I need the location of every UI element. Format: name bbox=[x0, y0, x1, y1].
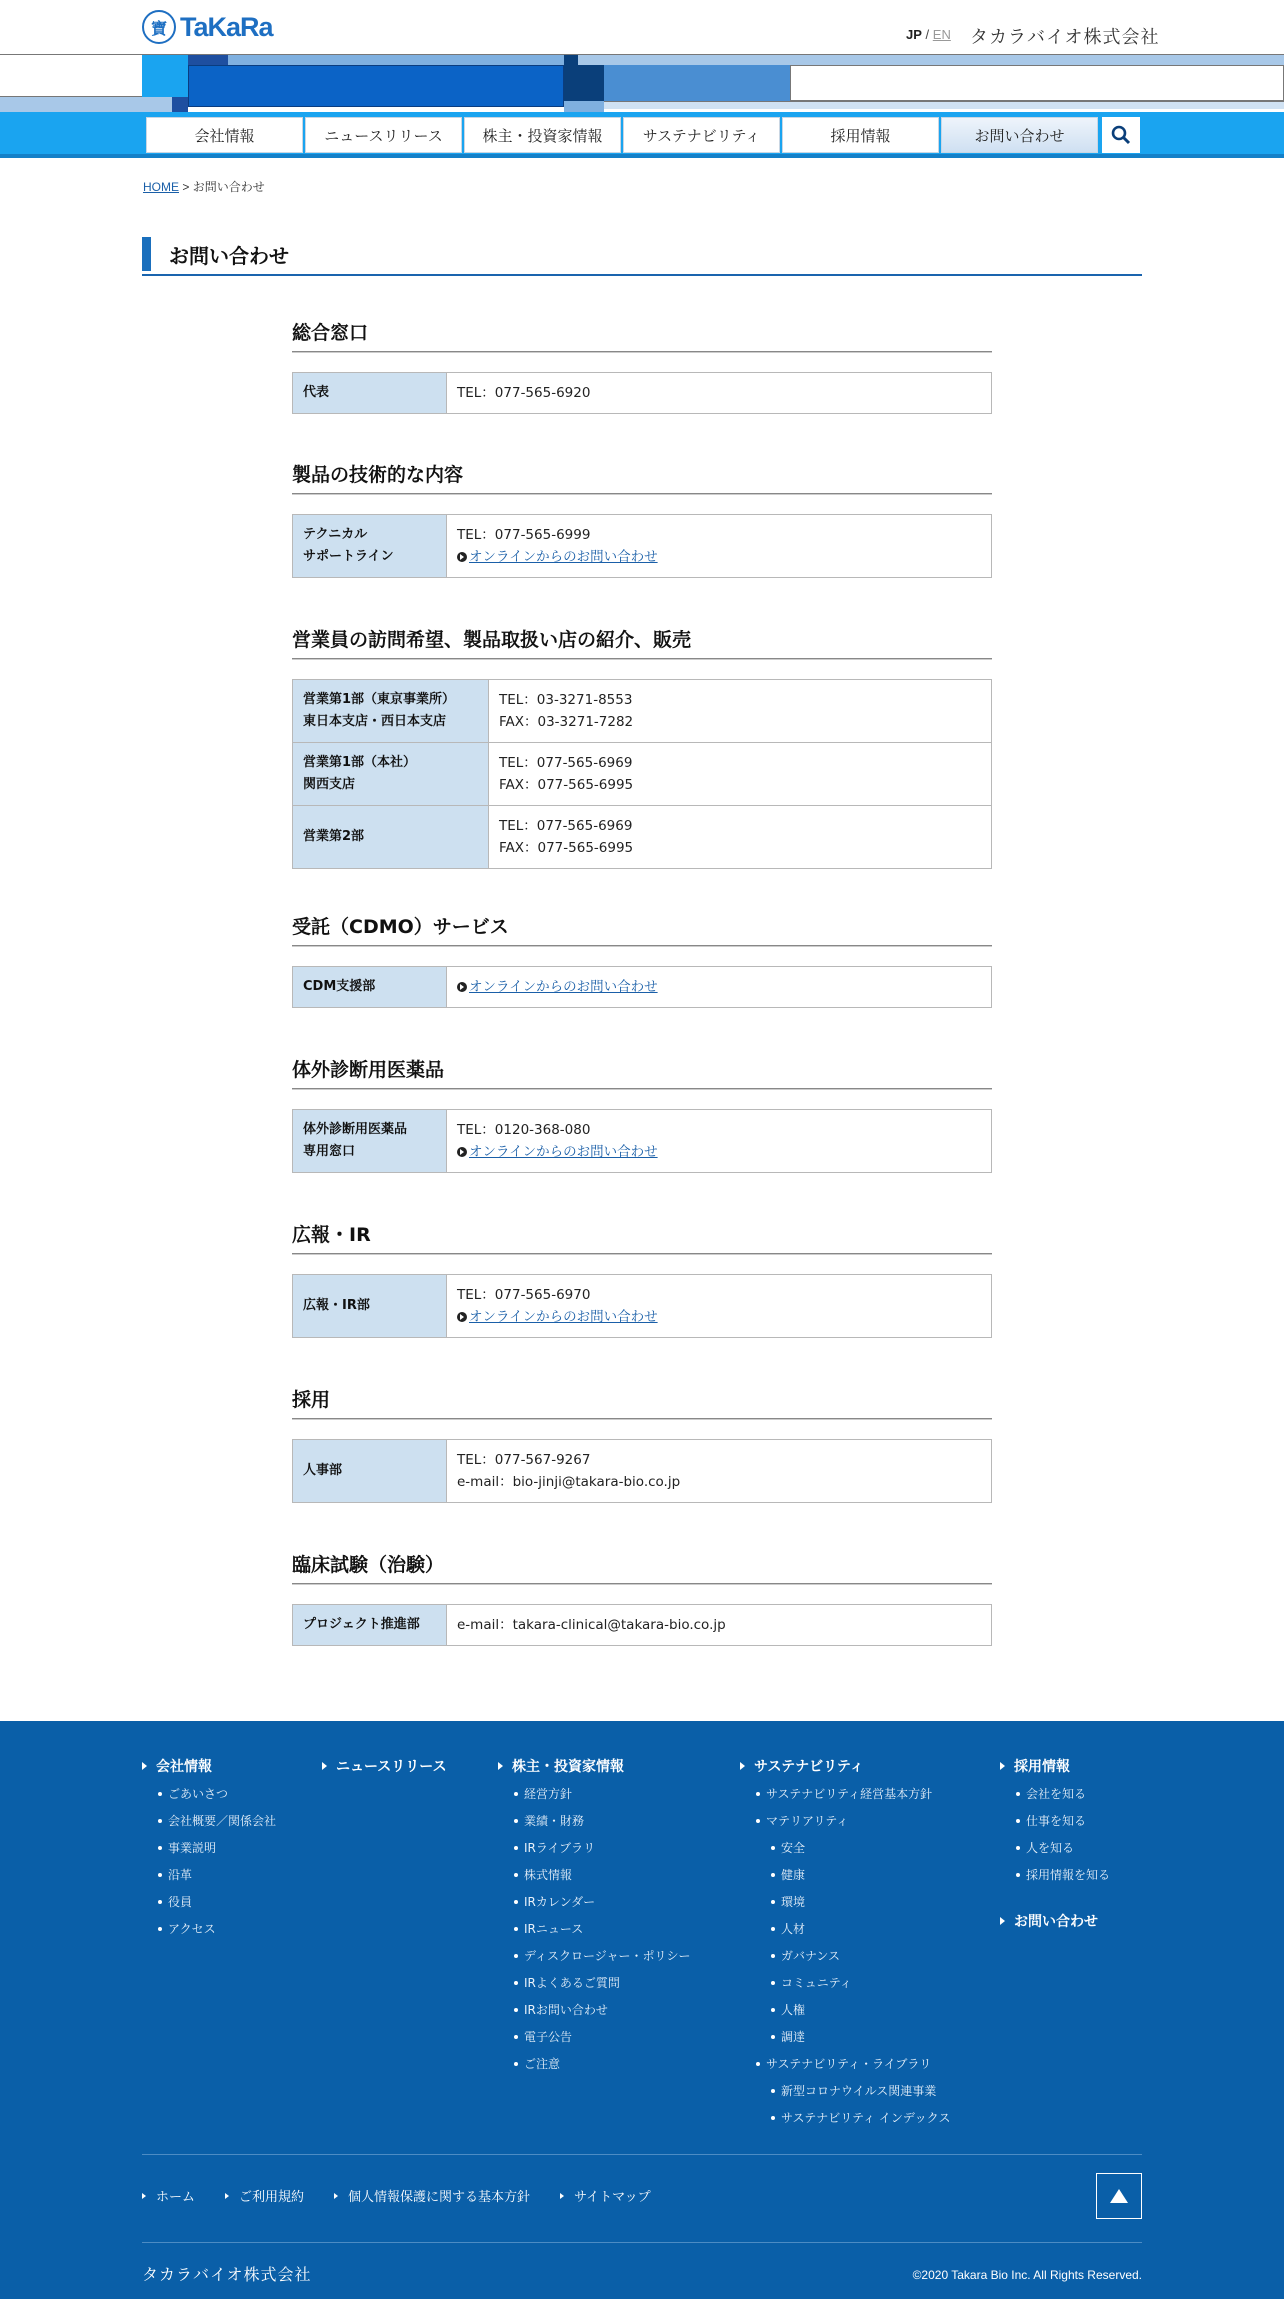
arrow-up-icon bbox=[1110, 2189, 1128, 2203]
bullet-icon bbox=[756, 1792, 760, 1796]
row-value bbox=[447, 373, 992, 414]
row-label-line: CDM支援部 bbox=[303, 979, 376, 994]
row-label bbox=[293, 515, 447, 578]
footer-link-label: 株式情報 bbox=[524, 1868, 573, 1882]
bullet-icon bbox=[158, 1846, 162, 1850]
footer-link[interactable] bbox=[498, 1807, 691, 1834]
circle-arrow-icon bbox=[457, 552, 467, 562]
page-title bbox=[142, 234, 1142, 276]
footer-link-label: IRニュース bbox=[524, 1922, 584, 1936]
row-label-line: 関西支店 bbox=[303, 777, 356, 792]
footer-heading-contact[interactable] bbox=[1000, 1911, 1110, 1931]
bullet-icon bbox=[1016, 1792, 1020, 1796]
bullet-icon bbox=[771, 1927, 775, 1931]
footer-link-label: ガバナンス bbox=[781, 1949, 841, 1963]
footer-heading-label: 採用情報 bbox=[1014, 1759, 1070, 1775]
section-heading: 総合窓口 bbox=[292, 318, 992, 352]
online-inquiry bbox=[457, 1306, 981, 1328]
row-value bbox=[447, 1110, 992, 1173]
row-label-line: 営業第1部（本社） bbox=[303, 755, 417, 770]
contact-table bbox=[292, 514, 992, 578]
contact-section bbox=[292, 318, 992, 414]
bullet-icon bbox=[756, 2062, 760, 2066]
footer-bottom-link[interactable] bbox=[560, 2186, 651, 2205]
contact-section bbox=[292, 1385, 992, 1503]
table-row bbox=[293, 515, 992, 578]
circle-arrow-icon bbox=[457, 1312, 467, 1322]
online-inquiry-link[interactable]: オンラインからのお問い合わせ bbox=[469, 979, 658, 995]
footer-link-label: 事業説明 bbox=[168, 1841, 217, 1855]
footer-link[interactable] bbox=[740, 1969, 951, 1996]
footer-link-label: ごあいさつ bbox=[168, 1787, 229, 1801]
footer-link-label: アクセス bbox=[168, 1922, 216, 1936]
row-label-line: 東日本支店・西日本支店 bbox=[303, 714, 447, 729]
table-row bbox=[293, 1605, 992, 1646]
footer-link-label: ご注意 bbox=[524, 2057, 561, 2071]
footer-corporate-name: タカラバイオ株式会社 bbox=[142, 2265, 312, 2284]
footer-column bbox=[322, 1756, 447, 1780]
section-heading: 体外診断用医薬品 bbox=[292, 1055, 992, 1089]
row-label-line: プロジェクト推進部 bbox=[303, 1617, 420, 1632]
circle-arrow-icon bbox=[457, 1147, 467, 1157]
section-heading: 製品の技術的な内容 bbox=[292, 460, 992, 494]
nav-sustainability[interactable]: サステナビリティ bbox=[623, 117, 780, 153]
contact-detail: TEL：077-565-6969 bbox=[499, 755, 633, 771]
bullet-icon bbox=[514, 1846, 518, 1850]
footer-divider-bottom bbox=[142, 2242, 1142, 2243]
footer-link-label: 新型コロナウイルス関連事業 bbox=[781, 2084, 937, 2098]
footer-link[interactable] bbox=[740, 2050, 951, 2077]
row-label-line: 広報・IR部 bbox=[303, 1298, 370, 1313]
table-row bbox=[293, 680, 992, 743]
contact-table bbox=[292, 1109, 992, 1173]
lang-en-link[interactable]: EN bbox=[932, 27, 951, 42]
row-value bbox=[489, 743, 992, 806]
table-row bbox=[293, 806, 992, 869]
online-inquiry bbox=[457, 546, 981, 568]
bullet-icon bbox=[514, 1927, 518, 1931]
triangle-right-icon bbox=[740, 1762, 745, 1770]
footer-heading-label: お問い合わせ bbox=[1014, 1914, 1098, 1930]
footer-link-label: 役員 bbox=[168, 1895, 193, 1909]
bullet-icon bbox=[1016, 1846, 1020, 1850]
row-label bbox=[293, 806, 489, 869]
triangle-right-icon bbox=[1000, 1917, 1005, 1925]
contact-section bbox=[292, 625, 992, 869]
language-switch bbox=[906, 27, 951, 42]
footer-link-label: IRお問い合わせ bbox=[524, 2003, 608, 2017]
bullet-icon bbox=[514, 1954, 518, 1958]
footer-heading[interactable] bbox=[142, 1756, 276, 1776]
online-inquiry bbox=[457, 976, 981, 998]
row-label bbox=[293, 967, 447, 1008]
footer-bottom-link[interactable] bbox=[334, 2186, 530, 2205]
footer-link[interactable] bbox=[498, 1861, 691, 1888]
contact-detail: TEL：03-3271-8553 bbox=[499, 692, 633, 708]
contact-section bbox=[292, 1550, 992, 1646]
footer-link[interactable] bbox=[498, 1942, 691, 1969]
footer-link[interactable] bbox=[142, 1888, 276, 1915]
global-nav bbox=[0, 112, 1284, 158]
row-value bbox=[489, 806, 992, 869]
lang-separator: / bbox=[925, 27, 930, 42]
footer-link-label: 安全 bbox=[781, 1841, 806, 1855]
footer-link-label: 経営方針 bbox=[524, 1787, 573, 1801]
footer-link[interactable] bbox=[740, 1915, 951, 1942]
footer-link-label: ディスクロージャー・ポリシー bbox=[524, 1949, 691, 1963]
table-row bbox=[293, 1110, 992, 1173]
section-heading: 臨床試験（治験） bbox=[292, 1550, 992, 1584]
online-inquiry-link[interactable]: オンラインからのお問い合わせ bbox=[469, 1144, 658, 1160]
nav-recruit[interactable]: 採用情報 bbox=[782, 117, 939, 153]
footer-link-label: サステナビリティ インデックス bbox=[781, 2111, 951, 2125]
contact-table bbox=[292, 372, 992, 414]
bullet-icon bbox=[514, 1792, 518, 1796]
footer-link-label: 業績・財務 bbox=[524, 1814, 585, 1828]
bullet-icon bbox=[514, 1873, 518, 1877]
footer-link-label: IRカレンダー bbox=[524, 1895, 596, 1909]
bullet-icon bbox=[514, 2035, 518, 2039]
takara-logo[interactable] bbox=[142, 10, 273, 44]
section-heading: 広報・IR bbox=[292, 1220, 992, 1254]
row-label-line: 人事部 bbox=[303, 1463, 343, 1478]
bullet-icon bbox=[771, 2116, 775, 2120]
bullet-icon bbox=[514, 1981, 518, 1985]
footer-link[interactable] bbox=[142, 1861, 276, 1888]
footer-column bbox=[1000, 1756, 1110, 1931]
bullet-icon bbox=[158, 1819, 162, 1823]
section-heading: 営業員の訪問希望、製品取扱い店の紹介、販売 bbox=[292, 625, 992, 659]
row-label-line: 営業第1部（東京事業所） bbox=[303, 692, 456, 707]
footer-links bbox=[142, 2186, 651, 2205]
footer-bottom-link-label: 個人情報保護に関する基本方針 bbox=[348, 2190, 531, 2205]
triangle-right-icon bbox=[142, 2193, 146, 2199]
circle-arrow-icon bbox=[457, 982, 467, 992]
triangle-right-icon bbox=[142, 1762, 147, 1770]
footer-link[interactable] bbox=[740, 1807, 951, 1834]
triangle-right-icon bbox=[334, 2193, 338, 2199]
footer-link-label: マテリアリティ bbox=[766, 1814, 849, 1828]
contact-detail: TEL：077-565-6999 bbox=[457, 527, 591, 543]
bullet-icon bbox=[771, 1900, 775, 1904]
footer-column bbox=[142, 1756, 276, 1942]
footer-link[interactable] bbox=[498, 2050, 691, 2077]
triangle-right-icon bbox=[225, 2193, 229, 2199]
site-header bbox=[0, 0, 1284, 54]
footer-link-label: 会社概要／関係会社 bbox=[168, 1814, 277, 1828]
footer-link[interactable] bbox=[498, 1969, 691, 1996]
row-label-line: 体外診断用医薬品 bbox=[303, 1122, 408, 1137]
footer-link[interactable] bbox=[740, 1861, 951, 1888]
bullet-icon bbox=[514, 2008, 518, 2012]
footer-link-label: IRライブラリ bbox=[524, 1841, 596, 1855]
bullet-icon bbox=[771, 1873, 775, 1877]
bullet-icon bbox=[158, 1927, 162, 1931]
triangle-right-icon bbox=[498, 1762, 503, 1770]
section-heading: 採用 bbox=[292, 1385, 992, 1419]
footer-link-label: 電子公告 bbox=[524, 2030, 573, 2044]
bullet-icon bbox=[771, 2035, 775, 2039]
footer-column bbox=[498, 1756, 691, 2077]
section-heading: 受託（CDMO）サービス bbox=[292, 912, 992, 946]
title-accent-bar bbox=[142, 237, 151, 271]
logo-text: TaKaRa bbox=[180, 11, 273, 42]
footer-link[interactable] bbox=[142, 1807, 276, 1834]
footer-link[interactable] bbox=[498, 1996, 691, 2023]
row-label-line: 営業第2部 bbox=[303, 829, 365, 844]
footer-bottom-link-label: ご利用規約 bbox=[239, 2190, 305, 2205]
row-value bbox=[489, 680, 992, 743]
footer-heading-label: 株主・投資家情報 bbox=[512, 1759, 624, 1775]
footer-link-label: 調達 bbox=[781, 2030, 806, 2044]
contact-detail: FAX：03-3271-7282 bbox=[499, 714, 634, 730]
corporate-name: タカラバイオ株式会社 bbox=[970, 27, 1160, 48]
footer-link[interactable] bbox=[498, 1834, 691, 1861]
footer-link-label: 人を知る bbox=[1026, 1841, 1075, 1855]
bullet-icon bbox=[514, 2062, 518, 2066]
contact-section bbox=[292, 1220, 992, 1338]
online-inquiry-link[interactable]: オンラインからのお問い合わせ bbox=[469, 1309, 658, 1325]
footer-link-label: 環境 bbox=[781, 1895, 806, 1909]
table-row bbox=[293, 967, 992, 1008]
lang-jp[interactable]: JP bbox=[906, 27, 922, 42]
nav-news[interactable]: ニュースリリース bbox=[305, 117, 462, 153]
row-label bbox=[293, 373, 447, 414]
online-inquiry-link[interactable]: オンラインからのお問い合わせ bbox=[469, 549, 658, 565]
breadcrumb-current: お問い合わせ bbox=[192, 180, 265, 194]
bullet-icon bbox=[771, 2008, 775, 2012]
footer-link-label: 仕事を知る bbox=[1026, 1814, 1087, 1828]
footer-link[interactable] bbox=[498, 1888, 691, 1915]
contact-table bbox=[292, 1439, 992, 1503]
row-label bbox=[293, 1275, 447, 1338]
footer-heading-label: サステナビリティ bbox=[754, 1759, 864, 1775]
bullet-icon bbox=[771, 1981, 775, 1985]
header-decorative-band bbox=[0, 54, 1284, 112]
footer-link[interactable] bbox=[1000, 1807, 1110, 1834]
breadcrumb-home[interactable]: HOME bbox=[143, 180, 179, 194]
contact-detail: FAX：077-565-6995 bbox=[499, 840, 634, 856]
footer-link-label: サステナビリティ・ライブラリ bbox=[766, 2057, 932, 2071]
triangle-right-icon bbox=[322, 1762, 327, 1770]
bullet-icon bbox=[1016, 1873, 1020, 1877]
row-label bbox=[293, 1110, 447, 1173]
site-footer bbox=[0, 1721, 1284, 2299]
footer-link-label: 健康 bbox=[781, 1868, 806, 1882]
breadcrumb bbox=[143, 178, 265, 195]
contact-detail: TEL：077-565-6920 bbox=[457, 385, 591, 401]
footer-link[interactable] bbox=[142, 1780, 276, 1807]
contact-section bbox=[292, 912, 992, 1008]
contact-detail: TEL：077-567-9267 bbox=[457, 1452, 591, 1468]
contact-detail: e-mail：takara-clinical@takara-bio.co.jp bbox=[457, 1617, 726, 1633]
footer-link-label: 人材 bbox=[781, 1922, 806, 1936]
footer-link-label: 採用情報を知る bbox=[1026, 1868, 1111, 1882]
row-label bbox=[293, 743, 489, 806]
page-title-text: お問い合わせ bbox=[169, 243, 289, 268]
row-label-line: サポートライン bbox=[303, 549, 394, 564]
nav-company[interactable]: 会社情報 bbox=[146, 117, 303, 153]
footer-link[interactable] bbox=[1000, 1834, 1110, 1861]
footer-heading-label: ニュースリリース bbox=[336, 1759, 447, 1775]
footer-link[interactable] bbox=[1000, 1780, 1110, 1807]
bullet-icon bbox=[1016, 1819, 1020, 1823]
search-icon bbox=[1111, 125, 1131, 145]
contact-table bbox=[292, 679, 992, 869]
bullet-icon bbox=[158, 1792, 162, 1796]
footer-divider bbox=[142, 2154, 1142, 2155]
row-value bbox=[447, 515, 992, 578]
contact-detail: TEL：077-565-6969 bbox=[499, 818, 633, 834]
triangle-right-icon bbox=[1000, 1762, 1005, 1770]
footer-link[interactable] bbox=[740, 2104, 951, 2131]
page-top-button[interactable] bbox=[1096, 2173, 1142, 2219]
footer-link-label: サステナビリティ経営基本方針 bbox=[766, 1787, 933, 1801]
bullet-icon bbox=[756, 1819, 760, 1823]
row-label bbox=[293, 680, 489, 743]
footer-link[interactable] bbox=[498, 2023, 691, 2050]
table-row bbox=[293, 1440, 992, 1503]
footer-link-label: 沿革 bbox=[168, 1868, 193, 1882]
contact-detail: TEL：077-565-6970 bbox=[457, 1287, 591, 1303]
footer-bottom-link-label: サイトマップ bbox=[574, 2190, 651, 2205]
footer-link[interactable] bbox=[740, 1942, 951, 1969]
bullet-icon bbox=[771, 2089, 775, 2093]
table-row bbox=[293, 1275, 992, 1338]
nav-contact[interactable]: お問い合わせ bbox=[941, 117, 1098, 153]
footer-heading[interactable] bbox=[322, 1756, 447, 1776]
row-label-line: 代表 bbox=[303, 385, 330, 400]
row-value bbox=[447, 1440, 992, 1503]
row-label bbox=[293, 1605, 447, 1646]
contact-table bbox=[292, 966, 992, 1008]
bullet-icon bbox=[514, 1900, 518, 1904]
contact-section bbox=[292, 460, 992, 578]
footer-link[interactable] bbox=[142, 1915, 276, 1942]
footer-link[interactable] bbox=[498, 1915, 691, 1942]
footer-heading[interactable] bbox=[1000, 1756, 1110, 1776]
footer-link[interactable] bbox=[740, 2023, 951, 2050]
footer-column bbox=[740, 1756, 951, 2131]
footer-link-label: コミュニティ bbox=[781, 1976, 852, 1990]
footer-heading[interactable] bbox=[498, 1756, 691, 1776]
footer-link-label: 会社を知る bbox=[1026, 1787, 1087, 1801]
online-inquiry bbox=[457, 1141, 981, 1163]
contact-detail: TEL：0120-368-080 bbox=[457, 1122, 591, 1138]
breadcrumb-sep: > bbox=[182, 180, 190, 194]
contact-table bbox=[292, 1274, 992, 1338]
contact-detail: e-mail：bio-jinji@takara-bio.co.jp bbox=[457, 1474, 681, 1490]
contact-detail: FAX：077-565-6995 bbox=[499, 777, 634, 793]
row-value bbox=[447, 1605, 992, 1646]
contact-section bbox=[292, 1055, 992, 1173]
footer-bottom-link[interactable] bbox=[142, 2186, 195, 2205]
row-label-line: テクニカル bbox=[303, 527, 368, 542]
copyright: ©2020 Takara Bio Inc. All Rights Reserved. bbox=[912, 2268, 1142, 2282]
footer-link[interactable] bbox=[740, 1888, 951, 1915]
row-value bbox=[447, 967, 992, 1008]
bullet-icon bbox=[514, 1819, 518, 1823]
footer-bottom-link[interactable] bbox=[225, 2186, 304, 2205]
bullet-icon bbox=[771, 1846, 775, 1850]
row-value bbox=[447, 1275, 992, 1338]
table-row bbox=[293, 743, 992, 806]
footer-heading-label: 会社情報 bbox=[156, 1759, 212, 1775]
footer-link[interactable] bbox=[1000, 1861, 1110, 1888]
footer-bottom-link-label: ホーム bbox=[156, 2190, 196, 2205]
row-label bbox=[293, 1440, 447, 1503]
logo-mark-icon: 寶 bbox=[142, 10, 176, 44]
bullet-icon bbox=[158, 1900, 162, 1904]
bullet-icon bbox=[771, 1954, 775, 1958]
footer-link-label: 人権 bbox=[781, 2003, 806, 2017]
footer-link[interactable] bbox=[498, 1780, 691, 1807]
nav-ir[interactable]: 株主・投資家情報 bbox=[464, 117, 621, 153]
triangle-right-icon bbox=[560, 2193, 564, 2199]
footer-link-label: IRよくあるご質問 bbox=[524, 1976, 620, 1990]
bullet-icon bbox=[158, 1873, 162, 1877]
footer-link[interactable] bbox=[740, 1996, 951, 2023]
footer-link[interactable] bbox=[740, 2077, 951, 2104]
row-label-line: 専用窓口 bbox=[303, 1144, 356, 1159]
footer-link[interactable] bbox=[740, 1834, 951, 1861]
table-row bbox=[293, 373, 992, 414]
footer-heading[interactable] bbox=[740, 1756, 951, 1776]
search-button[interactable] bbox=[1102, 117, 1140, 153]
contact-table bbox=[292, 1604, 992, 1646]
footer-link[interactable] bbox=[740, 1780, 951, 1807]
footer-link[interactable] bbox=[142, 1834, 276, 1861]
